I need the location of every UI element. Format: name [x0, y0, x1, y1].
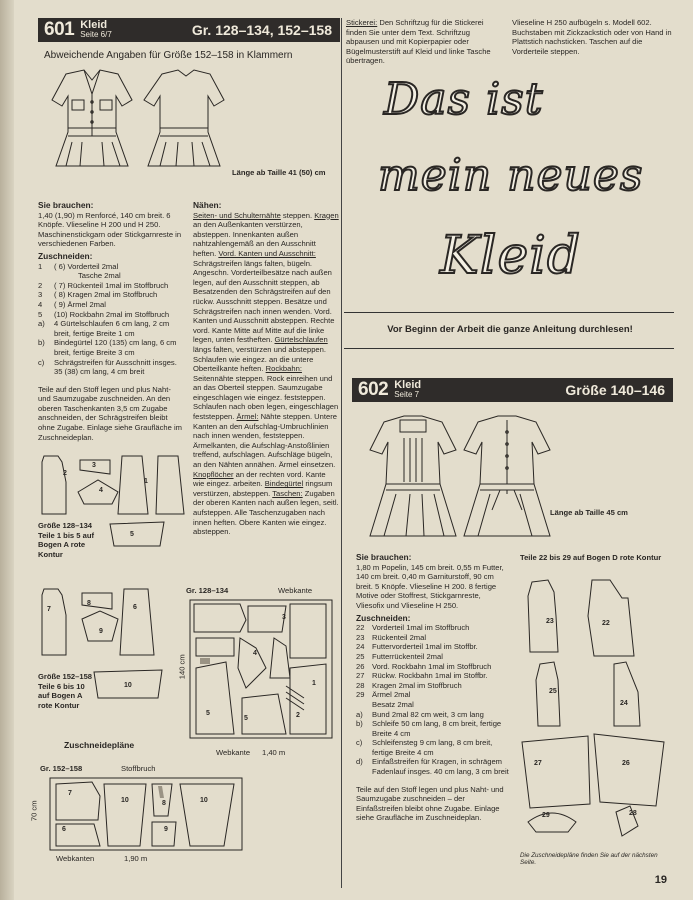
model-601-header — [38, 18, 340, 42]
piece-label-28: 28 — [629, 810, 637, 817]
sie-brauchen-section-602 — [356, 553, 510, 826]
dress-601-illustration — [36, 66, 236, 176]
naehen-section — [193, 201, 339, 540]
piece-label-3: 3 — [92, 462, 96, 469]
pattern-pieces-22-29 — [518, 576, 668, 848]
list-item: c) Schleifensteg 9 cm lang, 8 cm breit, fertige Breite 4 cm — [356, 738, 493, 757]
page-spine — [0, 0, 14, 900]
zuschneiden-list — [356, 623, 510, 777]
piece-label-23: 23 — [546, 618, 554, 625]
piece-label-7: 7 — [47, 606, 51, 613]
plan2-label-10b: 10 — [200, 797, 208, 804]
plan2-height: 70 cm — [29, 800, 39, 822]
piece-label-4: 4 — [99, 487, 103, 494]
plan2-label-7: 7 — [68, 790, 72, 797]
zuschneiden-heading: Zuschneiden: — [38, 250, 93, 261]
plan2-label-6: 6 — [62, 826, 66, 833]
list-item: 24 Futtervorderteil 1mal im Stoffbr. — [356, 642, 478, 652]
list-item: 29 Ärmel 2mal — [356, 690, 411, 700]
sie-brauchen-heading: Sie brauchen: — [38, 200, 94, 210]
model-number: 601 — [44, 19, 75, 40]
model-number: 602 — [358, 379, 389, 400]
sie-brauchen-text: 1,80 m Popelin, 145 cm breit. 0,55 m Futter, 140 cm breit. 0,40 m Garniturstoff, 90 cm breit. 5 Knöpfe. Vlieseline H 200. 8 fertige Motive oder Stoffrest, Stickgarnreste, Vliesofix und Vlieseline H 250. — [356, 562, 504, 610]
model-size: Gr. 128–134, 152–158 — [191, 22, 332, 38]
sie-brauchen-text: 1,40 (1,90) m Renforcé, 140 cm breit. 6 Knöpfe. Vlieseline H 200 und H 250. Maschinenstickgarn oder Stickgarnreste in verschiedenen Farben. — [38, 210, 182, 249]
cutting-plan-1 — [186, 598, 336, 746]
stickerei-text: Stickerei: Den Schriftzug für die Stickerei finden Sie unter dem Text. Schriftzug abpausen und mit Kopierpapier oder Bügelmusterstift auf Kleid und linke Tasche übertragen. — [346, 18, 491, 66]
piece-label-25: 25 — [549, 688, 557, 695]
plan1-webkante-top: Webkante — [278, 586, 313, 595]
pattern-piece-5 — [108, 520, 166, 548]
piece-label-22: 22 — [602, 620, 610, 627]
group-label-602: Teile 22 bis 29 auf Bogen D rote Kontur — [520, 553, 662, 562]
sie-brauchen-section — [38, 201, 184, 445]
group2-label: Größe 152–158 Teile 6 bis 10 auf Bogen A rote Kontur — [38, 672, 93, 710]
list-item: a) 4 Gürtelschlaufen 6 cm lang, 2 cm breit, fertige Breite 1 cm — [38, 319, 170, 338]
plan2-label-10a: 10 — [121, 797, 129, 804]
embroidery-line-3: Kleid — [440, 226, 582, 286]
list-item: d) Einfaßstreifen für Kragen, in schrägem Fadenlauf insges. 40 cm lang, 3 cm breit — [356, 757, 509, 777]
piece-label-9: 9 — [99, 628, 103, 635]
plan1-label-4: 4 — [253, 650, 257, 657]
naehen-heading: Nähen: — [193, 200, 222, 210]
plan2-webkanten: Webkanten — [56, 854, 95, 863]
plan2-label-9: 9 — [164, 826, 168, 833]
plan2-label-8: 8 — [162, 800, 166, 807]
piece-label-2: 2 — [63, 470, 67, 477]
list-item: b) Bindegürtel 120 (135) cm lang, 6 cm breit, fertige Breite 3 cm — [38, 338, 177, 357]
subtitle: Abweichende Angaben für Größe 152–158 in Klammern — [44, 50, 293, 61]
list-item: b) Schleife 50 cm lang, 8 cm breit, fertige Breite 4 cm — [356, 719, 502, 738]
teile-text: Teile auf den Stoff legen und plus Naht- und Saumzugabe zuschneiden – der Einfaßstreifen bleibt ohne Zugabe. Einlage siehe Graufläche im Zuschneideplan. — [356, 784, 504, 823]
stickerei-continued: Vlieseline H 250 aufbügeln s. Modell 602. Buchstaben mit Zickzackstich oder von Hand in Plattstich nachsticken. Taschen auf die Vorderteile steppen. — [512, 18, 672, 56]
list-item: c) Schrägstreifen für Ausschnitt insges. 35 (38) cm lang, 4 cm breit — [38, 357, 177, 377]
length-note-602: Länge ab Taille 45 cm — [550, 508, 628, 517]
piece-label-10: 10 — [124, 682, 132, 689]
list-item: a) Bund 2mal 82 cm weit, 3 cm lang — [356, 709, 484, 719]
model-size: Größe 140–146 — [565, 382, 665, 398]
embroidery-line-2: mein neues — [378, 150, 644, 201]
cutting-plan-2 — [48, 776, 244, 852]
plan2-title: Gr. 152–158 — [40, 764, 83, 773]
footnote: Die Zuschneidepläne finden Sie auf der nächsten Seite. — [520, 852, 658, 866]
page-number: 19 — [654, 874, 667, 886]
plan1-width: 1,40 m — [262, 748, 286, 757]
list-item: 22 Vorderteil 1mal im Stoffbruch — [356, 623, 470, 633]
plan1-label-3: 3 — [282, 614, 286, 621]
divider-bottom — [344, 348, 674, 349]
piece-label-5: 5 — [130, 531, 134, 538]
plan1-title: Gr. 128–134 — [186, 586, 229, 595]
list-item: Besatz 2mal — [372, 699, 414, 709]
embroidery-line-1: Das ist — [384, 74, 544, 125]
list-item: 25 Futterrückenteil 2mal — [356, 651, 443, 661]
column-divider — [341, 18, 342, 888]
teile-text: Teile auf den Stoff legen und plus Naht- und Saumzugabe zuschneiden. An den oberen Taschenkanten 3,5 cm Zugabe anschneiden, der Schrägstreifen bleibt ohne Zugabe. Einlage siehe Graufläche im Zuschneideplan. — [38, 384, 182, 442]
list-item: 23 Rückenteil 2mal — [356, 632, 427, 642]
plan2-stoffbruch: Stoffbruch — [121, 764, 156, 773]
plan1-label-2: 2 — [296, 712, 300, 719]
dress-602-illustration — [360, 410, 560, 544]
model-602-header — [352, 378, 673, 402]
zuschneideplaene-title: Zuschneidepläne — [64, 740, 135, 750]
piece-label-8: 8 — [87, 600, 91, 607]
list-item: 1 ( 6) Vorderteil 2mal — [38, 261, 119, 271]
plan1-label-1: 1 — [312, 680, 316, 687]
zuschneiden-heading: Zuschneiden: — [356, 612, 411, 623]
plan1-label-5b: 5 — [244, 715, 248, 722]
model-kind: Kleid Seite 7 — [394, 379, 422, 399]
model-kind: Kleid Seite 6/7 — [80, 19, 112, 39]
list-item: Tasche 2mal — [78, 271, 121, 281]
divider-top — [344, 312, 674, 313]
list-item: 28 Kragen 2mal im Stoffbruch — [356, 680, 462, 690]
list-item: 26 Vord. Rockbahn 1mal im Stoffbruch — [356, 661, 492, 671]
list-item: 5 (10) Rockbahn 2mal im Stoffbruch — [38, 309, 170, 319]
length-note: Länge ab Taille 41 (50) cm — [232, 168, 326, 177]
list-item: 27 Rückw. Rockbahn 1mal im Stoffbr. — [356, 671, 488, 681]
piece-label-27: 27 — [534, 760, 542, 767]
piece-label-29: 29 — [542, 812, 550, 819]
piece-label-1: 1 — [144, 478, 148, 485]
naehen-step: Seiten- und Schulternähte steppen. Kragen an den Außenkanten verstürzen, absteppen. Innenkanten außen nahtzahlengemäß an den Ausschnitt heften. Vord. Kanten und Ausschnitt: Schrägstreifen längs falten, bügeln. Angeschn. Vorderteilbesätze nach außen legen, auf den Ausschnitt steppen, ab Besatzenden den Schrägstreifen auf den rückw. Ausschnitt steppen. Besätze und Schrägstreifen nach innen wenden. Vord. Kanten und Ausschnitt absteppen. Rechte vord. Kante Mitte auf Mitte auf die linke legen, unten festheften. Gürtelschlaufen längs falten, verstürzen und absteppen. Schlaufen wie eingez. an die untere Oberteilkante heften. Rockbahn: Seitennähte steppen. Rock einreihen und an das Oberteil steppen. Saumzugabe eingeschlagen wie eingez. feststeppen. Schlaufen nach oben legen, eingeschlagen feststeppen. Ärmel: Nähte steppen. Untere Kanten an den Aufschlag-Umbruchlinien nach innen wenden, feststeppen. Ärmelkanten, die Aufschlag-Anstoßlinien treffend, aufschlagen. Aufschläge bügeln, an den Nähten annähen. Ärmel einsetzen. Knopflöcher an der rechten vord. Kante wie eingez. arbeiten. Bindegürtel ringsum verstürzen, absteppen. Taschen: Zugaben der oberen Kanten nach außen legen, seitl. aufsteppen. Alle Taschenzugaben nach innen heften. Obere Kanten wie eingez. absteppen. — [193, 210, 339, 537]
list-item: 2 ( 7) Rückenteil 1mal im Stoffbruch — [38, 280, 169, 290]
group1-label: Größe 128–134 Teile 1 bis 5 auf Bogen A rote Kontur — [38, 521, 94, 559]
plan1-webkante-bottom: Webkante — [216, 748, 251, 757]
piece-label-6: 6 — [133, 604, 137, 611]
list-item: 3 ( 8) Kragen 2mal im Stoffbruch — [38, 290, 158, 300]
plan2-width: 1,90 m — [124, 854, 148, 863]
plan1-label-5a: 5 — [206, 710, 210, 717]
sie-brauchen-heading: Sie brauchen: — [356, 552, 412, 562]
piece-label-24: 24 — [620, 700, 628, 707]
pattern-pieces-1-5 — [38, 452, 188, 522]
pattern-pieces-6-10 — [38, 585, 188, 665]
banner-read-instructions: Vor Beginn der Arbeit die ganze Anleitung durchlesen! — [387, 324, 633, 335]
plan1-height: 140 cm — [177, 654, 187, 680]
piece-label-26: 26 — [622, 760, 630, 767]
zuschneiden-list — [38, 262, 184, 377]
list-item: 4 ( 9) Ärmel 2mal — [38, 299, 106, 309]
